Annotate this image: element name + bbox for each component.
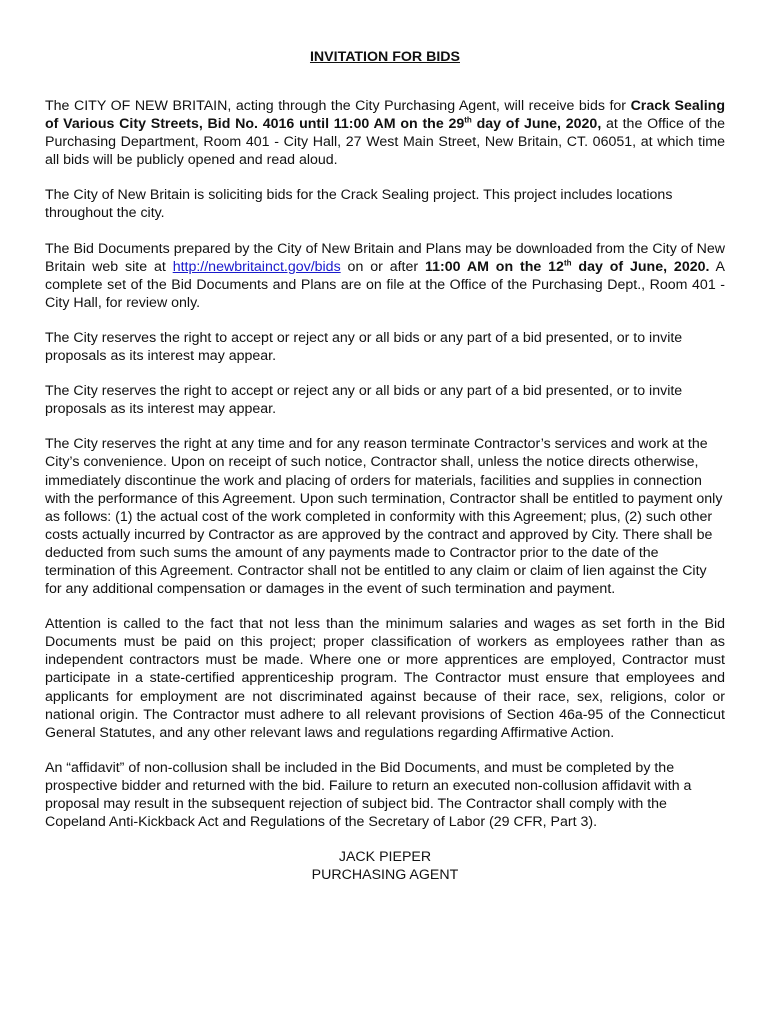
paragraph-reserve-rights-2: The City reserves the right to accept or reject any or all bids or any part of a bid presented, or to invite proposals as its interest may appear. [45,383,683,418]
paragraph-reserve-rights-1: The City reserves the right to accept or reject any or all bids or any part of a bid presented, or to invite proposals as its interest may appear. [45,329,683,365]
p3-text-e: A complete set of the Bid Documents and Plans are on file at the Office of the Purchasing Dept., Room 401 - City Hall, for review only. [45,258,725,311]
document-title: INVITATION FOR BIDS [309,49,460,65]
paragraph-bid-documents [45,240,725,312]
p3-superscript: th [563,257,572,267]
signature-role: PURCHASING AGENT [311,867,459,884]
paragraph-affidavit: An “affidavit” of non-collusion shall be included in the Bid Documents, and must be completed by the prospective bidder and returned with the bid. Failure to return an executed non-collusion affidavit with a proposal may result in the subsequent rejection of subject bid. The Contractor shall comply with the Copeland Anti-Kickback Act and Regulations of the Secretary of Labor (29 CFR, Part 3). [45,759,692,831]
p1-text-d: at the Office of the Purchasing Department, Room 401 - City Hall, 27 West Main Street, New Britain, CT. 06051, at which time all bids will be publicly opened and read aloud. [45,116,725,169]
p3-bold-date: 11:00 AM on the 12 [424,258,564,275]
paragraph-project-scope: The City of New Britain is soliciting bids for the Crack Sealing project. This project includes locations throughout the city. [45,187,673,222]
p1-bold-bid-title: Crack Sealing of Various City Streets, Bid No. 4016 until 11:00 AM on the 29 [45,98,725,133]
p3-text-b: on or after [340,258,425,275]
p1-text-a: The CITY OF NEW BRITAIN, acting through the City Purchasing Agent, will receive bids for [45,98,631,114]
bids-website-link[interactable]: http://newbritainct.gov/bids [172,258,341,275]
p3-text-a: The Bid Documents prepared by the City of New Britain and Plans may be downloaded from the City of New Britain web site at [45,240,725,275]
p1-superscript: th [464,115,472,125]
p1-bold-bid-date: day of June, 2020, [471,116,602,133]
signature-name: JACK PIEPER [338,849,432,866]
paragraph-wages-affirmative-action: Attention is called to the fact that not less than the minimum salaries and wages as set forth in the Bid Documents must be paid on this project; proper classification of workers as employees rather than as independent contractors must be made. Where one or more apprentices are employed, Contractor must participate in a state-certified apprenticeship program. The Contractor must ensure that employees and applicants for employment are not discriminated against because of their race, sex, religions, color or national origin. The Contractor must adhere to all relevant provisions of Section 46a-95 of the Connecticut General Statutes, and any other relevant laws and regulations regarding Affirmative Action. [45,616,725,741]
paragraph-bid-announcement [45,97,725,169]
document-body [45,97,725,884]
paragraph-termination: The City reserves the right at any time and for any reason terminate Contractor’s services and work at the City’s convenience. Upon on receipt of such notice, Contractor shall, unless the notice directs otherwise, immediately discontinue the work and placing of orders for materials, facilities and supplies in connection with the performance of this Agreement. Upon such termination, Contractor shall be entitled to payment only as follows: (1) the actual cost of the work completed in conformity with this Agreement; plus, (2) such other costs actually incurred by Contractor as are approved by the contract and approved by City. There shall be deducted from such sums the amount of any payments made to Contractor prior to the date of the termination of this Agreement. Contractor shall not be entitled to any claim or claim of lien against the City for any additional compensation or damages in the event of such termination and payment. [45,436,723,598]
signature-block [45,848,725,884]
p3-bold-date-end: day of June, 2020. [571,258,710,275]
